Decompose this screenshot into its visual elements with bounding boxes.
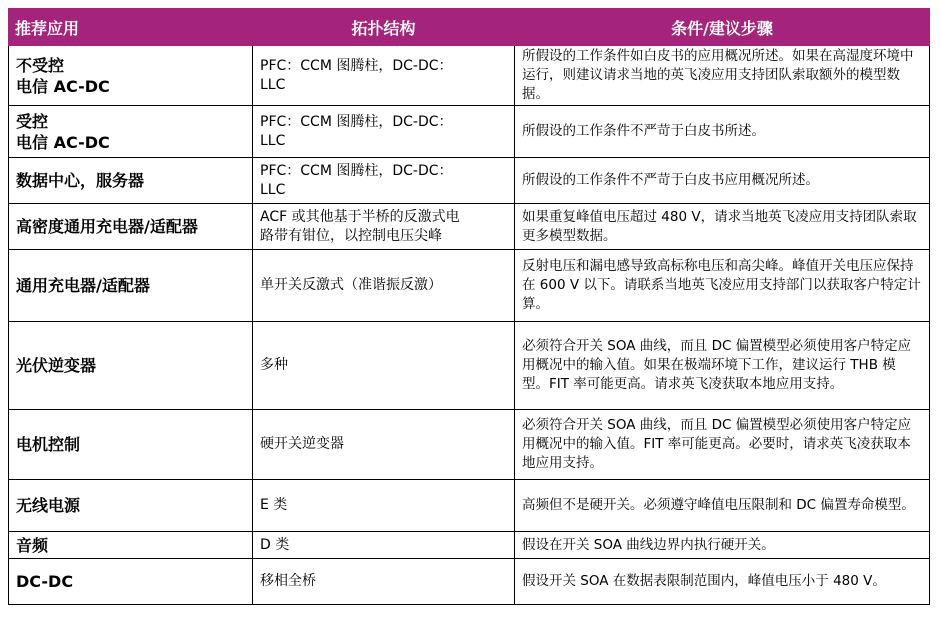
table-row <box>9 559 930 605</box>
conditions-cell: 假设在开关 SOA 曲线边界内执行硬开关。 <box>515 532 930 559</box>
topology-cell: PFC：CCM 图腾柱，DC-DC： LLC <box>253 158 515 204</box>
table-row <box>9 204 930 250</box>
application-cell: DC-DC <box>9 559 253 605</box>
table-row <box>9 46 930 106</box>
recommendation-table-container <box>8 8 929 605</box>
topology-cell: E 类 <box>253 480 515 532</box>
application-cell: 音频 <box>9 532 253 559</box>
table-row <box>9 250 930 322</box>
topology-cell: ACF 或其他基于半桥的反激式电 路带有钳位，以控制电压尖峰 <box>253 204 515 250</box>
conditions-cell: 反射电压和漏电感导致高标称电压和高尖峰。峰值开关电压应保持在 600 V 以下。请联系当地英飞凌应用支持部门以获取客户特定计算。 <box>515 250 930 322</box>
conditions-cell: 所假设的工作条件不严苛于白皮书应用概况所述。 <box>515 158 930 204</box>
table-row <box>9 158 930 204</box>
application-cell: 受控 电信 AC-DC <box>9 106 253 158</box>
table-row <box>9 322 930 410</box>
table-row <box>9 532 930 559</box>
topology-cell: D 类 <box>253 532 515 559</box>
table-header-row <box>9 9 930 46</box>
application-cell: 无线电源 <box>9 480 253 532</box>
application-cell: 不受控 电信 AC-DC <box>9 46 253 106</box>
application-cell: 通用充电器/适配器 <box>9 250 253 322</box>
conditions-cell: 高频但不是硬开关。必须遵守峰值电压限制和 DC 偏置寿命模型。 <box>515 480 930 532</box>
recommendation-table <box>8 8 930 605</box>
topology-cell: 单开关反激式（准谐振反激） <box>253 250 515 322</box>
topology-cell: 硬开关逆变器 <box>253 410 515 480</box>
header-conditions: 条件/建议步骤 <box>515 9 930 46</box>
table-row <box>9 410 930 480</box>
conditions-cell: 必须符合开关 SOA 曲线，而且 DC 偏置模型必须使用客户特定应用概况中的输入值。如果在极端环境下工作，建议运行 THB 模型。FIT 率可能更高。请求英飞凌获取本地应用支持。 <box>515 322 930 410</box>
topology-cell: 多种 <box>253 322 515 410</box>
topology-cell: 移相全桥 <box>253 559 515 605</box>
application-cell: 数据中心，服务器 <box>9 158 253 204</box>
table-row <box>9 480 930 532</box>
conditions-cell: 所假设的工作条件如白皮书的应用概况所述。如果在高湿度环境中运行，则建议请求当地的英飞凌应用支持团队索取额外的模型数据。 <box>515 46 930 106</box>
application-cell: 光伏逆变器 <box>9 322 253 410</box>
conditions-cell: 假设开关 SOA 在数据表限制范围内，峰值电压小于 480 V。 <box>515 559 930 605</box>
application-cell: 高密度通用充电器/适配器 <box>9 204 253 250</box>
conditions-cell: 如果重复峰值电压超过 480 V，请求当地英飞凌应用支持团队索取更多模型数据。 <box>515 204 930 250</box>
topology-cell: PFC：CCM 图腾柱，DC-DC： LLC <box>253 106 515 158</box>
header-topology: 拓扑结构 <box>253 9 515 46</box>
application-cell: 电机控制 <box>9 410 253 480</box>
topology-cell: PFC：CCM 图腾柱，DC-DC： LLC <box>253 46 515 106</box>
conditions-cell: 必须符合开关 SOA 曲线，而且 DC 偏置模型必须使用客户特定应用概况中的输入值。FIT 率可能更高。必要时，请求英飞凌获取本地应用支持。 <box>515 410 930 480</box>
header-application: 推荐应用 <box>9 9 253 46</box>
table-row <box>9 106 930 158</box>
conditions-cell: 所假设的工作条件不严苛于白皮书所述。 <box>515 106 930 158</box>
